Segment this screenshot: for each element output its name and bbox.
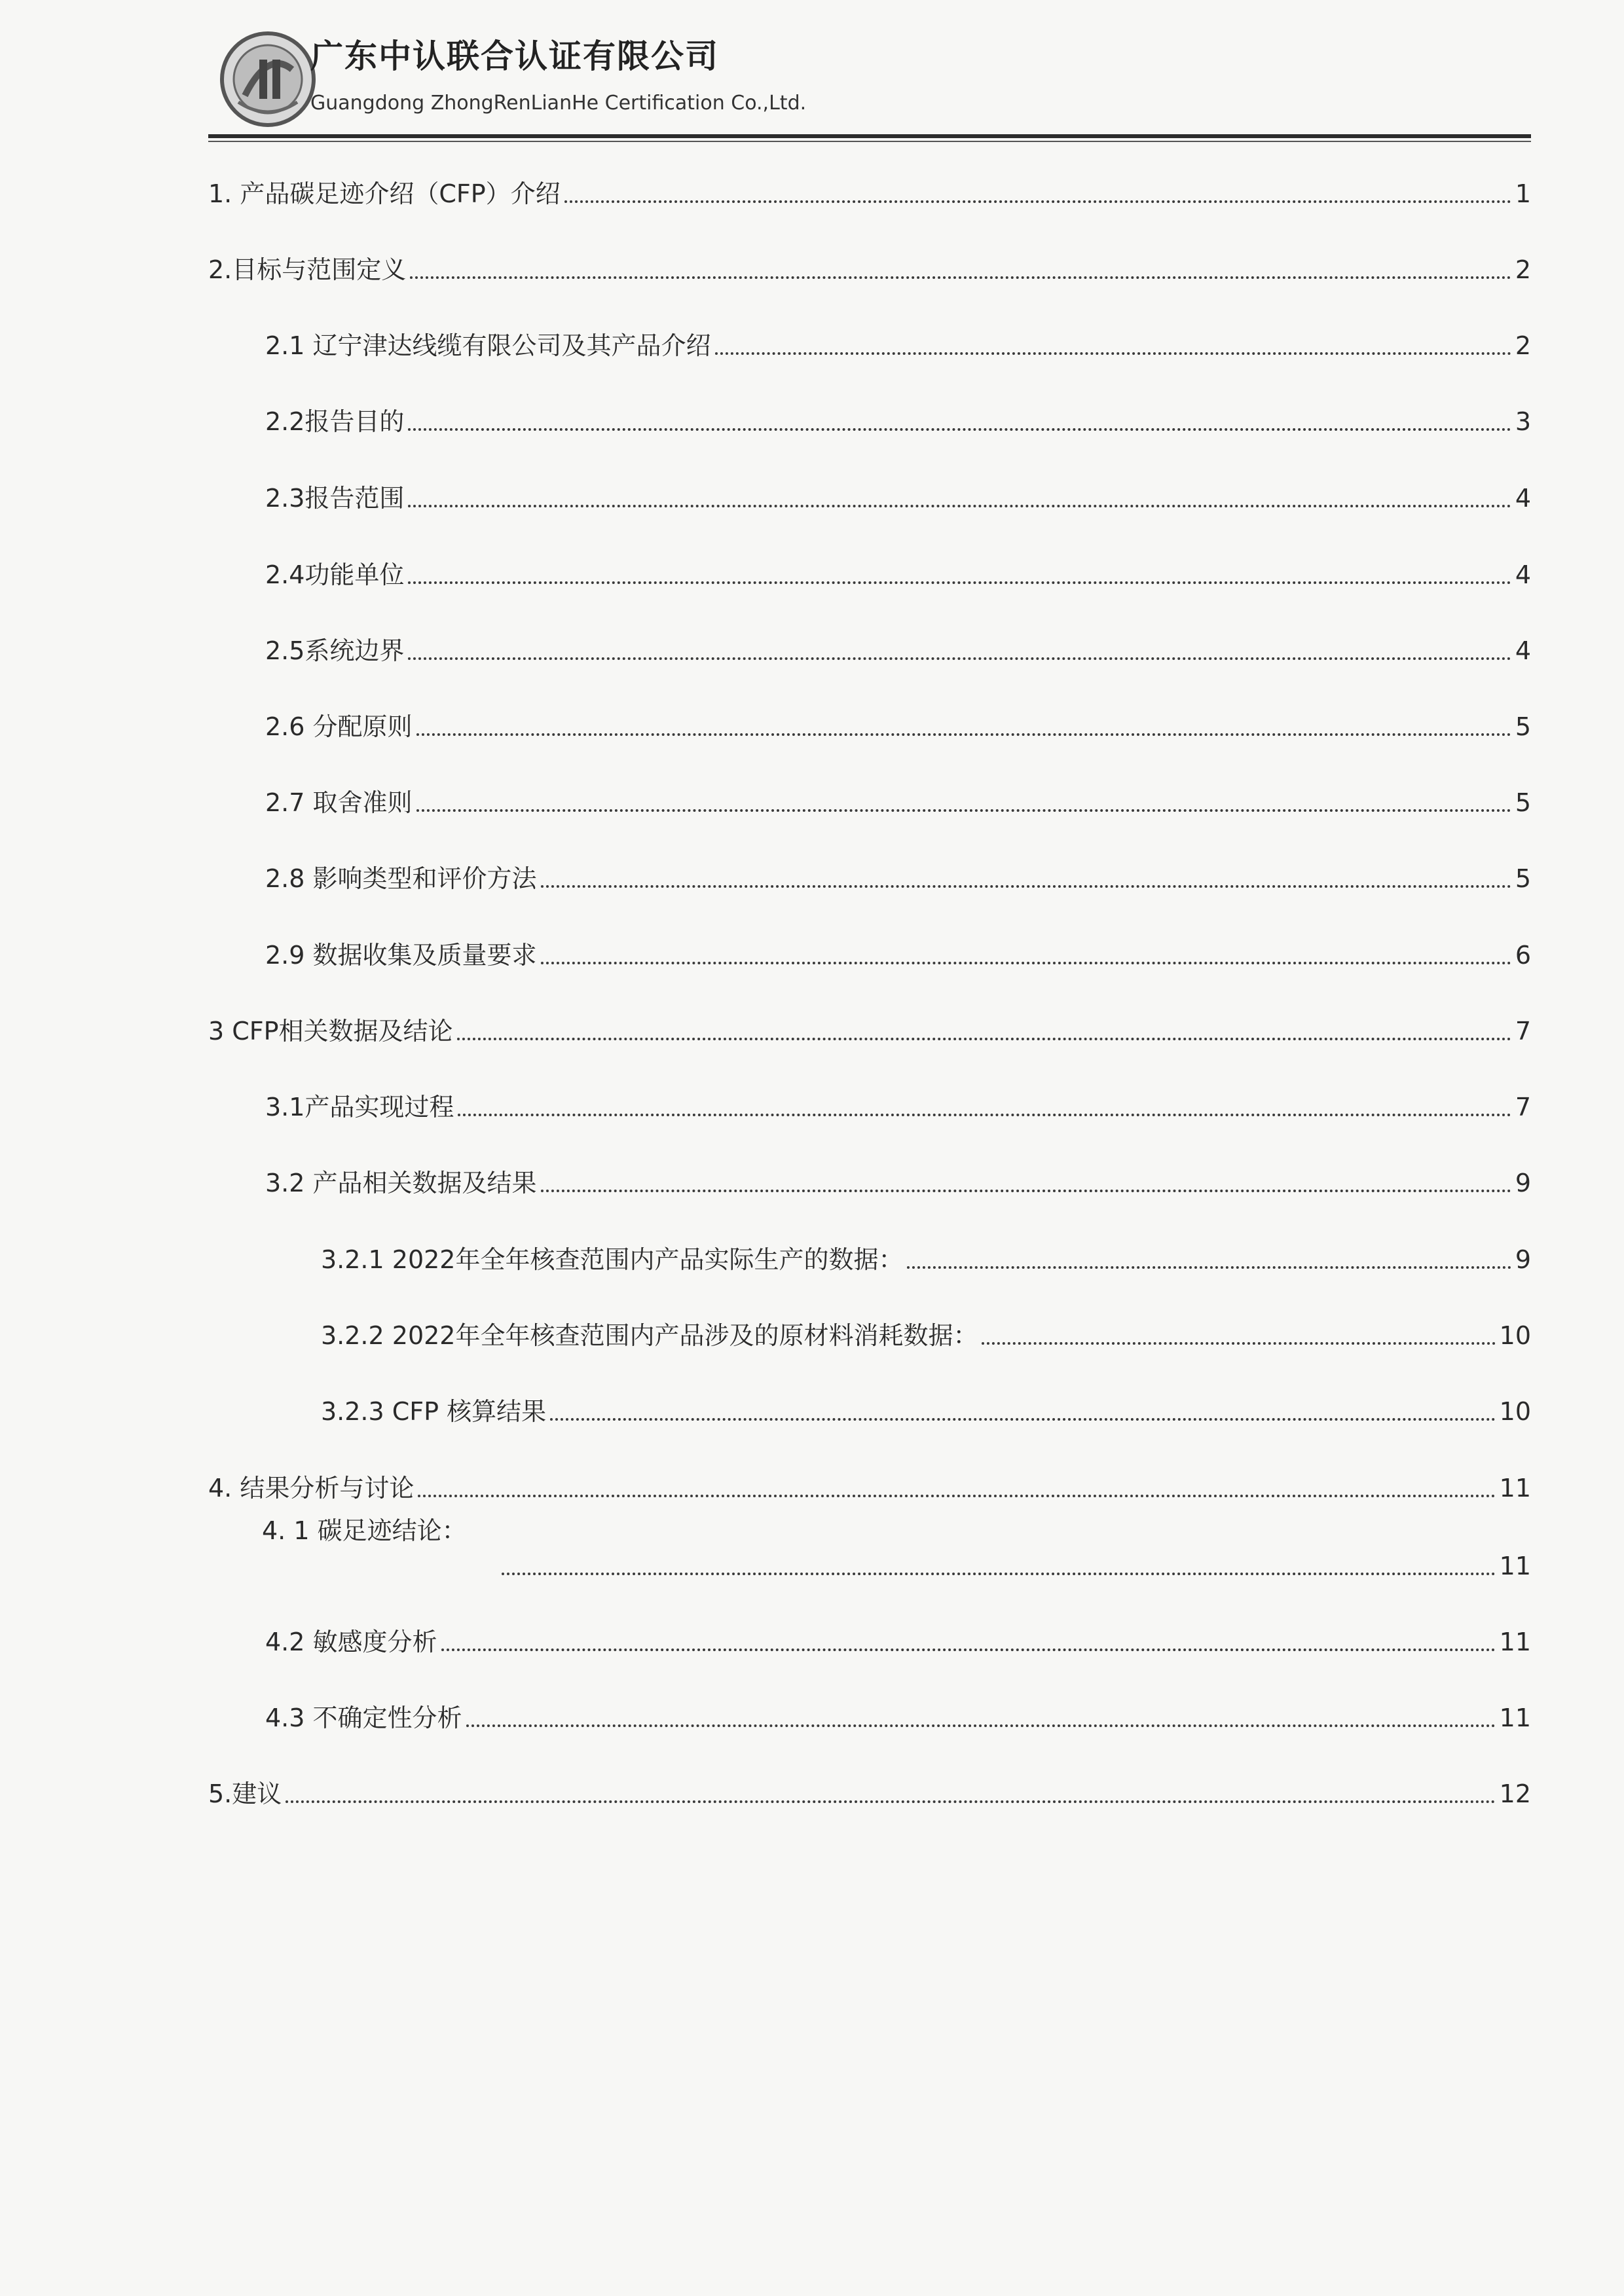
toc-leader [286,1800,1495,1803]
toc-leader [502,1573,1496,1575]
toc-entry-3-2[interactable] [265,1165,1531,1201]
toc-entry-1[interactable] [208,175,1531,212]
toc-entry-2-3[interactable] [265,480,1531,517]
toc-label: 2.目标与范围定义 [208,255,407,284]
toc-label: 4.2 敏感度分析 [265,1628,437,1656]
toc-leader [564,200,1511,203]
toc-leader [408,581,1511,584]
toc-label: 3.2.2 2022年全年核查范围内产品涉及的原材料消耗数据： [321,1321,978,1350]
toc-entry-3-2-1[interactable] [321,1241,1531,1278]
toc-page: 5 [1515,712,1531,741]
toc-page: 4 [1515,560,1531,589]
toc-label: 2.9 数据收集及质量要求 [265,941,537,970]
toc-page: 2 [1515,255,1531,284]
toc-label: 3 CFP相关数据及结论 [208,1017,453,1046]
toc-label: 3.2.3 CFP 核算结果 [321,1397,547,1426]
toc-entry-2-7[interactable] [265,784,1531,821]
toc-page: 5 [1515,788,1531,817]
toc-leader [416,809,1511,812]
toc-label: 2.7 取舍准则 [265,788,413,817]
toc-leader [441,1649,1496,1651]
toc-label: 3.1产品实现过程 [265,1093,454,1121]
toc-page: 7 [1515,1093,1531,1121]
toc-label: 5.建议 [208,1779,282,1808]
toc-entry-4-2[interactable] [265,1624,1531,1660]
toc-page: 9 [1515,1245,1531,1274]
toc-label: 3.2 产品相关数据及结果 [265,1169,537,1197]
toc-page: 4 [1515,636,1531,665]
toc-entry-2-9[interactable] [265,937,1531,974]
toc-leader [408,505,1511,507]
toc-leader [457,1038,1511,1040]
company-name-en: Guangdong ZhongRenLianHe Certification Co.,Ltd. [310,92,807,115]
toc-label: 4.3 不确定性分析 [265,1704,462,1732]
toc-label: 2.2报告目的 [265,407,405,436]
toc-label-4-1[interactable]: 4. 1 碳足迹结论： [262,1516,467,1545]
toc-label: 2.5系统边界 [265,636,405,665]
toc-page: 11 [1499,1552,1531,1580]
toc-entry-2-8[interactable] [265,860,1531,897]
toc-page: 9 [1515,1169,1531,1197]
toc-label: 2.8 影响类型和评价方法 [265,864,537,893]
toc-page: 1 [1515,179,1531,208]
toc-leader [541,885,1511,888]
toc-page: 10 [1499,1397,1531,1426]
company-name-cn: 广东中认联合认证有限公司 [310,37,719,75]
toc-page: 4 [1515,484,1531,513]
toc-leader [466,1724,1496,1727]
toc-page: 7 [1515,1017,1531,1046]
toc-entry-2-1[interactable] [265,327,1531,364]
toc-leader [418,1495,1495,1497]
toc-entry-2-4[interactable] [265,556,1531,593]
toc-leader [408,428,1511,431]
toc-page: 3 [1515,407,1531,436]
toc-entry-4[interactable] [208,1470,1531,1506]
toc-leader [416,733,1511,736]
toc-entry-3[interactable] [208,1013,1531,1049]
toc-leader [550,1418,1495,1421]
toc-entry-4-3[interactable] [265,1700,1531,1736]
toc-label: 4. 结果分析与讨论 [208,1474,415,1503]
toc-leader [458,1114,1511,1116]
toc-leader [715,352,1511,355]
toc-leader [907,1266,1511,1269]
toc-entry-2[interactable] [208,251,1531,288]
toc-label: 3.2.1 2022年全年核查范围内产品实际生产的数据： [321,1245,904,1274]
toc-leader [541,962,1511,964]
toc-entry-4-1[interactable] [498,1548,1531,1584]
toc-entry-3-2-2[interactable] [321,1317,1531,1354]
toc-page: 6 [1515,941,1531,970]
toc-entry-3-1[interactable] [265,1089,1531,1125]
toc-leader [408,657,1511,660]
toc-page: 11 [1499,1704,1531,1732]
toc-entry-2-2[interactable] [265,403,1531,440]
toc-entry-2-5[interactable] [265,632,1531,669]
toc-label: 1. 产品碳足迹介绍（CFP）介绍 [208,179,561,208]
toc-page: 11 [1499,1474,1531,1503]
toc-label: 2.6 分配原则 [265,712,413,741]
toc-page: 11 [1499,1628,1531,1656]
toc-label: 2.1 辽宁津达线缆有限公司及其产品介绍 [265,331,711,360]
toc-leader [982,1342,1495,1345]
toc-page: 5 [1515,864,1531,893]
toc-label: 2.4功能单位 [265,560,405,589]
toc-label: 2.3报告范围 [265,484,405,513]
toc-leader [541,1190,1511,1192]
toc-page: 12 [1499,1779,1531,1808]
toc-page: 2 [1515,331,1531,360]
toc-entry-2-6[interactable] [265,708,1531,745]
toc-leader [410,276,1511,279]
toc-page: 10 [1499,1321,1531,1350]
toc-entry-5[interactable] [208,1776,1531,1812]
toc-entry-3-2-3[interactable] [321,1393,1531,1430]
